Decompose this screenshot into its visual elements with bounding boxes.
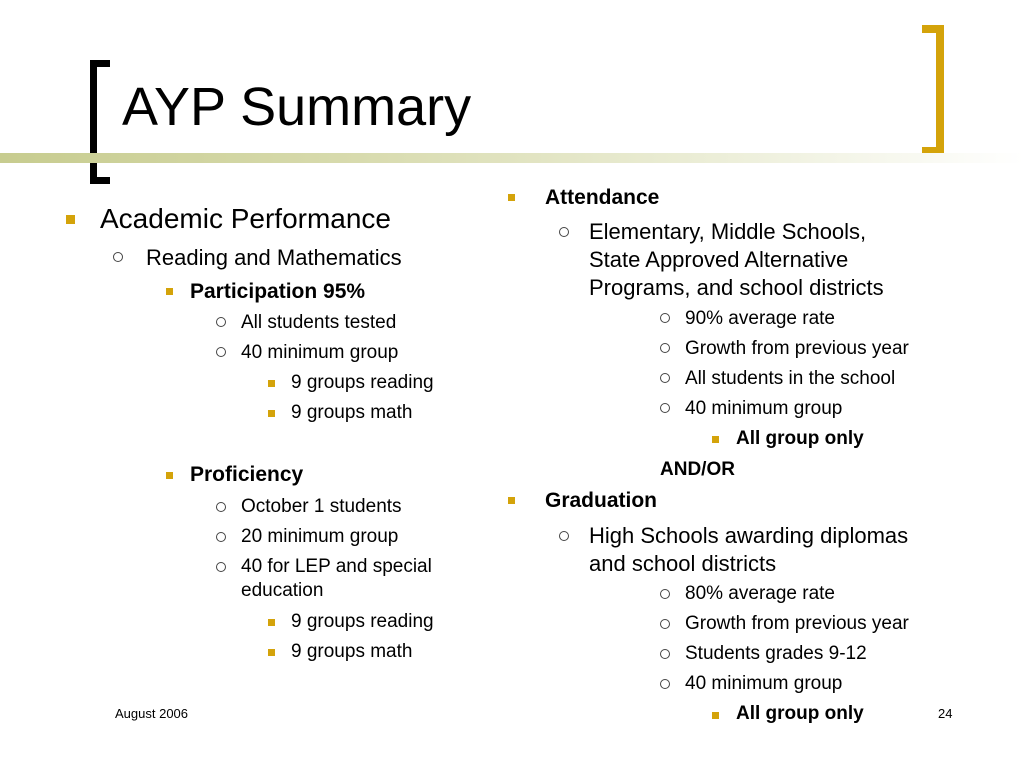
bullet-ring-icon	[660, 403, 670, 413]
bullet-proficiency-reading: 9 groups reading	[291, 611, 434, 632]
bullet-graduation-all-group: All group only	[736, 703, 864, 724]
bullet-attendance-schools-line1: Elementary, Middle Schools,	[589, 219, 867, 244]
bullet-lep-special-line1: 40 for LEP and special	[241, 556, 432, 577]
bullet-ring-icon	[113, 252, 123, 262]
bullet-october-students: October 1 students	[241, 496, 402, 517]
and-or-label: AND/OR	[660, 459, 735, 480]
bullet-ring-icon	[660, 649, 670, 659]
bullet-attendance-rate: 90% average rate	[685, 308, 835, 329]
bullet-ring-icon	[660, 679, 670, 689]
left-bracket	[90, 60, 110, 184]
bullet-proficiency: Proficiency	[190, 463, 304, 486]
bullet-ring-icon	[216, 502, 226, 512]
bullet-ring-icon	[216, 532, 226, 542]
footer-page-number: 24	[938, 706, 953, 721]
bullet-graduation-growth: Growth from previous year	[685, 613, 909, 634]
bullet-all-students-tested: All students tested	[241, 312, 397, 333]
bullet-graduation-grades: Students grades 9-12	[685, 643, 867, 664]
slide-title: AYP Summary	[122, 77, 472, 137]
bullet-square-icon	[508, 497, 515, 504]
bullet-ring-icon	[559, 227, 569, 237]
bullet-square-icon	[268, 649, 275, 656]
bullet-academic-performance: Academic Performance	[100, 203, 392, 234]
bullet-participation: Participation 95%	[190, 280, 366, 303]
bullet-attendance-all-students: All students in the school	[685, 368, 896, 389]
bullet-attendance-schools-line2: State Approved Alternative	[589, 247, 849, 272]
bullet-graduation-rate: 80% average rate	[685, 583, 835, 604]
bullet-graduation-schools-line1: High Schools awarding diplomas	[589, 523, 909, 548]
bullet-ring-icon	[559, 531, 569, 541]
bullet-ring-icon	[660, 313, 670, 323]
bullet-ring-icon	[660, 619, 670, 629]
title-underline	[0, 153, 1024, 163]
bullet-square-icon	[166, 288, 173, 295]
bullet-square-icon	[268, 410, 275, 417]
right-bracket	[922, 25, 944, 155]
bullet-square-icon	[508, 194, 515, 201]
bullet-square-icon	[166, 472, 173, 479]
bullet-square-icon	[268, 380, 275, 387]
bullet-attendance-all-group: All group only	[736, 428, 864, 449]
footer-date: August 2006	[115, 706, 189, 721]
bullet-participation-reading: 9 groups reading	[291, 372, 434, 393]
bullet-square-icon	[712, 436, 719, 443]
bullet-attendance-growth: Growth from previous year	[685, 338, 909, 359]
bullet-graduation: Graduation	[545, 489, 658, 512]
bullet-square-icon	[66, 215, 75, 224]
bullet-ring-icon	[216, 562, 226, 572]
bullet-proficiency-min-group: 20 minimum group	[241, 526, 399, 547]
bullet-lep-special-line2: education	[241, 580, 324, 601]
bullet-attendance-schools-line3: Programs, and school districts	[589, 275, 884, 300]
bullet-ring-icon	[660, 589, 670, 599]
bullet-participation-min-group: 40 minimum group	[241, 342, 399, 363]
bullet-reading-mathematics: Reading and Mathematics	[146, 245, 402, 270]
bullet-graduation-schools-line2: and school districts	[589, 551, 777, 576]
bullet-graduation-min-group: 40 minimum group	[685, 673, 843, 694]
bullet-ring-icon	[660, 373, 670, 383]
bullet-square-icon	[712, 712, 719, 719]
bullet-participation-math: 9 groups math	[291, 402, 413, 423]
bullet-ring-icon	[216, 347, 226, 357]
bullet-proficiency-math: 9 groups math	[291, 641, 413, 662]
bullet-ring-icon	[660, 343, 670, 353]
bullet-attendance-min-group: 40 minimum group	[685, 398, 843, 419]
bullet-ring-icon	[216, 317, 226, 327]
bullet-square-icon	[268, 619, 275, 626]
bullet-attendance: Attendance	[545, 186, 660, 209]
